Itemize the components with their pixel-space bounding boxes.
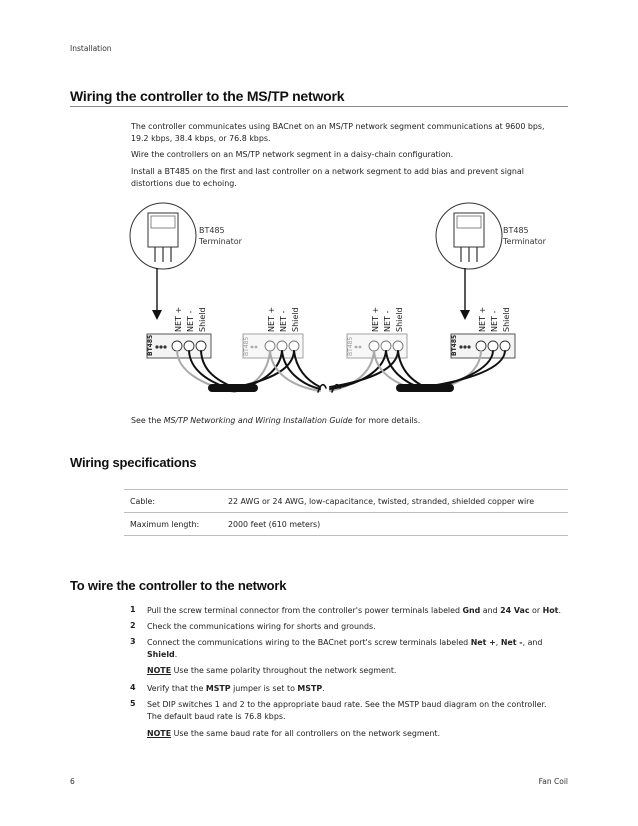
wiring-spec-table [124, 489, 568, 536]
section-heading-specs: Wiring specifications [70, 455, 197, 470]
step-text: . [174, 650, 178, 659]
note-text: Use the same baud rate for all controllers on the network segment. [171, 729, 441, 738]
terminator-sublabel-left: Terminator [199, 237, 242, 246]
running-header: Installation [70, 44, 112, 53]
step-1 [147, 605, 567, 617]
step-number: 1 [130, 605, 136, 614]
note-polarity [147, 665, 567, 677]
intro-paragraph-2: Wire the controllers on an MS/TP network segment in a daisy-chain configuration. [131, 150, 454, 159]
step-number: 5 [130, 699, 136, 708]
note-label: NOTE [147, 729, 172, 738]
terminal-label-net-plus: NET + [174, 306, 183, 332]
section-heading-procedure: To wire the controller to the network [70, 578, 287, 593]
terminal-name: Shield [147, 650, 175, 659]
terminal-label-shield: Shield [502, 307, 511, 332]
port-label: BT485 [147, 334, 154, 356]
note-text: Use the same polarity throughout the network segment. [171, 666, 397, 675]
terminal-label-net-plus: NET + [267, 306, 276, 332]
terminal-label-net-minus: NET - [490, 310, 499, 332]
table-row [124, 490, 568, 513]
note-baud-rate [147, 728, 567, 740]
terminal-label-shield: Shield [395, 307, 404, 332]
see-also-note [131, 415, 420, 427]
terminal-label-net-minus: NET - [383, 310, 392, 332]
spec-value: 22 AWG or 24 AWG, low-capacitance, twisted, stranded, shielded copper wire [228, 496, 535, 506]
step-number: 3 [130, 637, 136, 646]
footer-product: Fan Coil [538, 777, 568, 786]
bt485-device-icon [148, 213, 178, 247]
page-number: 6 [70, 777, 75, 786]
terminal-label-shield: Shield [291, 307, 300, 332]
terminator-sublabel-right: Terminator [503, 237, 546, 246]
intro-line: Install a BT485 on the first and last controller on a network segment to add bias and prevent signal [131, 167, 524, 176]
terminator-callout-left [130, 203, 243, 320]
terminal-name: 24 Vac [500, 606, 530, 615]
note-label: NOTE [147, 666, 172, 675]
arrow-head-icon [152, 310, 162, 320]
step-text: Verify that the [147, 684, 206, 693]
jumper-name: MSTP [205, 684, 231, 693]
terminator-label-right: BT485 [503, 226, 529, 235]
step-text: Connect the communications wiring to the BACnet port's screw terminals labeled [147, 638, 471, 647]
terminal-label-net-minus: NET - [186, 310, 195, 332]
step-text: Pull the screw terminal connector from the controller's power terminals labeled [147, 606, 463, 615]
port-label: BT485 [451, 334, 458, 356]
port-label: BT485 [243, 336, 250, 356]
intro-line: The controller communicates using BACnet on an MS/TP network segment communications at 9600 bps, [131, 122, 545, 131]
arrow-head-icon [460, 310, 470, 320]
step-number: 2 [130, 621, 136, 630]
terminal-label-net-plus: NET + [478, 306, 487, 332]
port-label: BT485 [347, 336, 354, 356]
step-text: or [529, 606, 543, 615]
step-text: jumper is set to [230, 684, 298, 693]
step-text: The default baud rate is 76.8 kbps. [147, 712, 286, 721]
step-text: . [558, 606, 561, 615]
step-2: Check the communications wiring for shorts and grounds. [147, 622, 376, 631]
step-text: . [322, 684, 325, 693]
jumper-setting: MSTP [297, 684, 323, 693]
step-text: , [495, 638, 501, 647]
step-text: Set DIP switches 1 and 2 to the appropriate baud rate. See the MSTP baud diagram on the controller. [147, 700, 547, 709]
step-3 [147, 637, 567, 661]
step-text: , and [522, 638, 543, 647]
step-4 [147, 683, 567, 695]
bt485-device-icon [454, 213, 484, 247]
see-also-prefix: See the [131, 416, 164, 425]
terminal-name: Gnd [462, 606, 481, 615]
spec-value: 2000 feet (610 meters) [228, 519, 321, 529]
terminator-callout-right [436, 203, 547, 320]
terminal-name: Net + [470, 638, 496, 647]
spec-label: Cable: [130, 496, 156, 506]
guide-reference: MS/TP Networking and Wiring Installation Guide [163, 416, 353, 425]
terminator-label-left: BT485 [199, 226, 225, 235]
spec-label: Maximum length: [130, 519, 200, 529]
page-title: Wiring the controller to the MS/TP network [70, 88, 345, 104]
terminal-label-net-plus: NET + [371, 306, 380, 332]
intro-line: 19.2 kbps, 38.4 kbps, or 76.8 kbps. [131, 134, 271, 143]
terminal-label-shield: Shield [198, 307, 207, 332]
step-5 [147, 699, 567, 723]
intro-line: distortions due to echoing. [131, 179, 237, 188]
terminal-name: Net - [500, 638, 523, 647]
terminal-label-net-minus: NET - [279, 310, 288, 332]
step-text: and [480, 606, 501, 615]
table-row [124, 513, 568, 536]
step-number: 4 [130, 683, 136, 692]
terminal-name: Hot [542, 606, 559, 615]
see-also-suffix: for more details. [352, 416, 421, 425]
